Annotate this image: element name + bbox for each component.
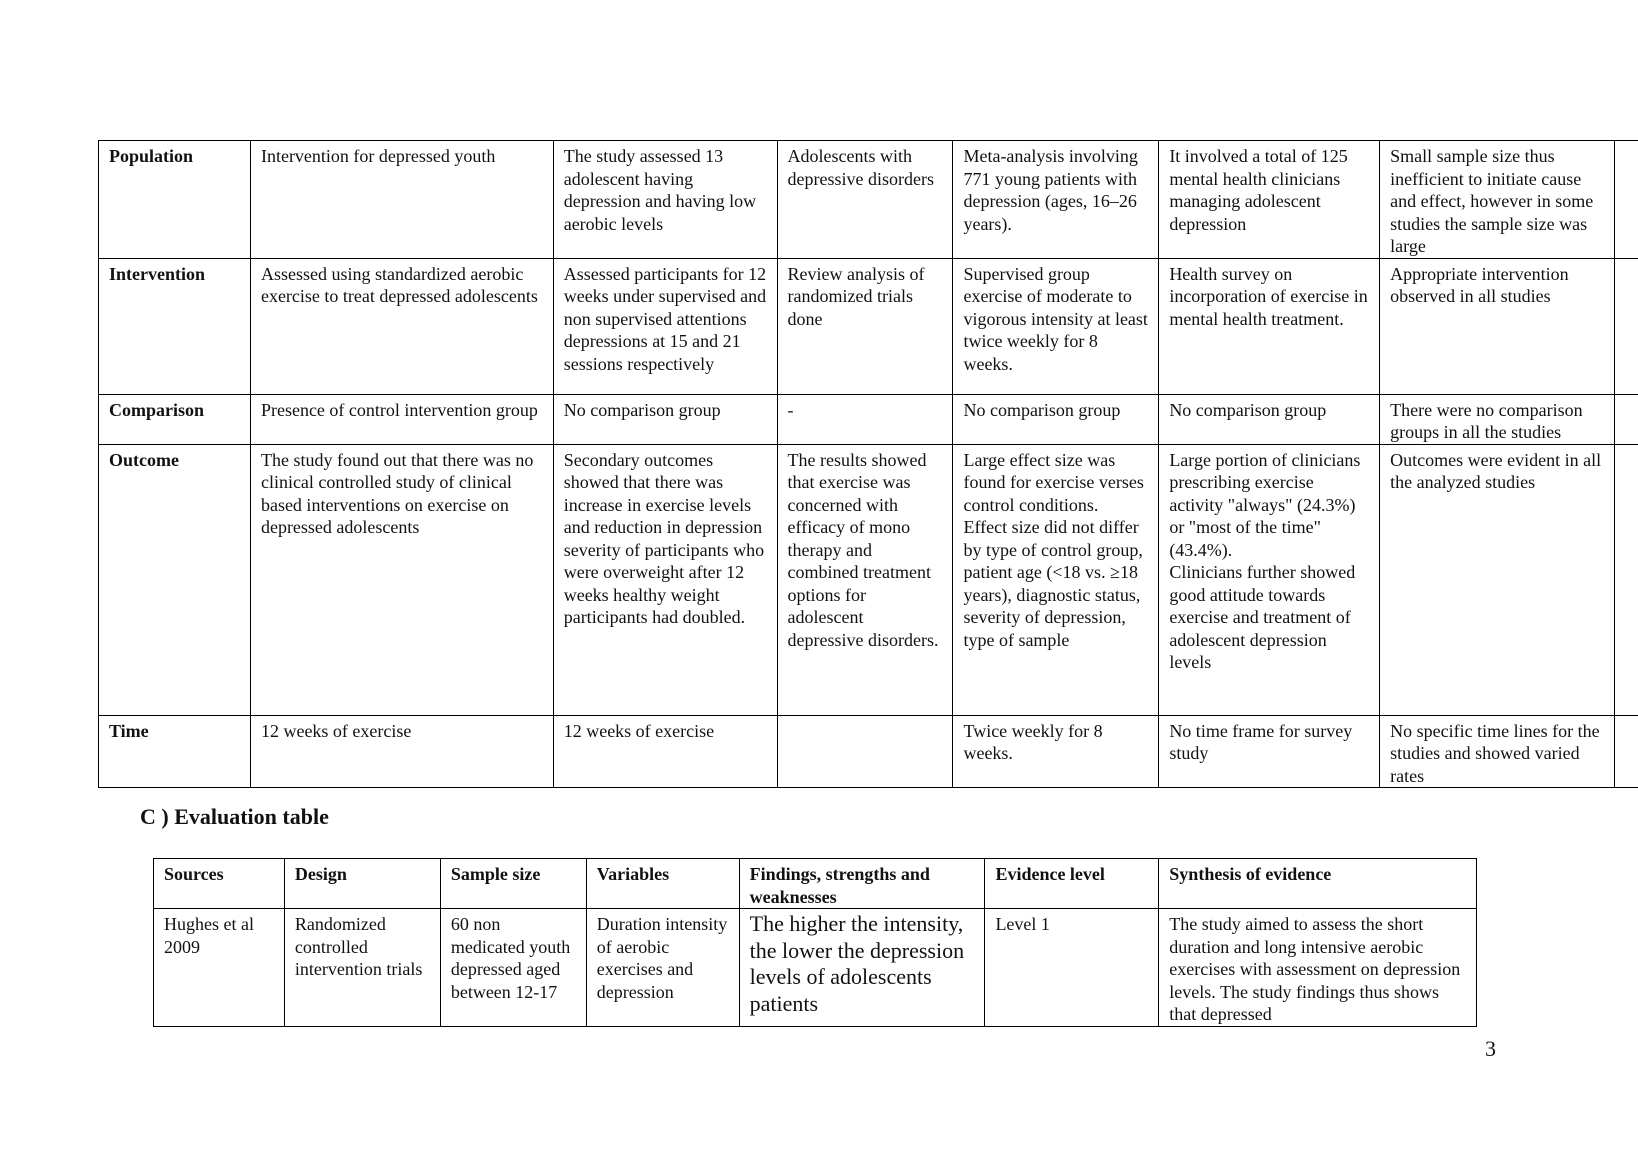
table-cell: Level 1 [985,909,1159,1027]
table-cell: 12 weeks of exercise [553,715,777,788]
table-cell: It involved a total of 125 mental health clinicians managing adolescent depression [1159,141,1380,259]
column-header: Sample size [440,859,586,909]
table-cell-empty [1615,258,1638,394]
table-cell: Randomized controlled intervention trials [284,909,440,1027]
table-cell: No comparison group [953,394,1159,444]
table-cell: - [777,394,953,444]
table-row [154,909,1477,1027]
table-cell: Presence of control intervention group [250,394,553,444]
table-row [99,444,1638,715]
section-heading: C ) Evaluation table [140,804,329,829]
table-cell: Large portion of clinicians prescribing exercise activity "always" (24.3%) or "most of the time" (43.4%). Clinicians further showed good attitude towards exercise and treatment of adolescent depression levels [1159,444,1380,715]
table-row [99,141,1638,259]
column-header: Sources [154,859,285,909]
column-header: Evidence level [985,859,1159,909]
table-cell: Twice weekly for 8 weeks. [953,715,1159,788]
column-header: Findings, strengths and weaknesses [739,859,985,909]
table-cell: 60 non medicated youth depressed aged between 12-17 [440,909,586,1027]
page-number: 3 [1485,1036,1496,1061]
column-header: Variables [586,859,739,909]
table-cell: The results showed that exercise was concerned with efficacy of mono therapy and combined treatment options for adolescent depressive disorders. [777,444,953,715]
row-label-outcome: Outcome [99,444,251,715]
table-cell: No specific time lines for the studies and showed varied rates [1380,715,1615,788]
table-cell: The study assessed 13 adolescent having depression and having low aerobic levels [553,141,777,259]
row-label-population: Population [99,141,251,259]
table-cell: Duration intensity of aerobic exercises and depression [586,909,739,1027]
table-cell: No comparison group [553,394,777,444]
pico-table [98,140,1638,788]
table-cell: Appropriate intervention observed in all studies [1380,258,1615,394]
table-cell: Hughes et al 2009 [154,909,285,1027]
table-row [99,258,1638,394]
table-cell: No comparison group [1159,394,1380,444]
table-cell: The study aimed to assess the short duration and long intensive aerobic exercises with assessment on depression levels. The study findings thus shows that depressed [1159,909,1477,1027]
table-cell: Assessed using standardized aerobic exercise to treat depressed adolescents [250,258,553,394]
table-row [99,394,1638,444]
table-cell: Large effect size was found for exercise verses control conditions. Effect size did not differ by type of control group, patient age (<18 vs. ≥18 years), diagnostic status, severity of depression, type of sample [953,444,1159,715]
table-cell: There were no comparison groups in all the studies [1380,394,1615,444]
table-cell: No time frame for survey study [1159,715,1380,788]
table-cell: Assessed participants for 12 weeks under supervised and non supervised attentions depressions at 15 and 21 sessions respectively [553,258,777,394]
row-label-time: Time [99,715,251,788]
table-cell: Small sample size thus inefficient to initiate cause and effect, however in some studies the sample size was large [1380,141,1615,259]
table-row [99,715,1638,788]
row-label-comparison: Comparison [99,394,251,444]
column-header: Design [284,859,440,909]
table-cell: Intervention for depressed youth [250,141,553,259]
table-cell-empty [1615,715,1638,788]
column-header: Synthesis of evidence [1159,859,1477,909]
table-header-row [154,859,1477,909]
row-label-intervention: Intervention [99,258,251,394]
table-cell [777,715,953,788]
table-cell: The higher the intensity, the lower the depression levels of adolescents patients [739,909,985,1027]
table-cell-empty [1615,394,1638,444]
table-cell: The study found out that there was no clinical controlled study of clinical based interventions on exercise on depressed adolescents [250,444,553,715]
table-cell: Outcomes were evident in all the analyzed studies [1380,444,1615,715]
table-cell-empty [1615,141,1638,259]
table-cell: 12 weeks of exercise [250,715,553,788]
table-cell: Secondary outcomes showed that there was increase in exercise levels and reduction in depression severity of participants who were overweight after 12 weeks healthy weight participants had doubled. [553,444,777,715]
table-cell: Review analysis of randomized trials done [777,258,953,394]
evaluation-table [153,858,1477,1027]
table-cell: Supervised group exercise of moderate to vigorous intensity at least twice weekly for 8 weeks. [953,258,1159,394]
table-cell: Meta-analysis involving 771 young patients with depression (ages, 16–26 years). [953,141,1159,259]
table-cell: Adolescents with depressive disorders [777,141,953,259]
table-cell: Health survey on incorporation of exercise in mental health treatment. [1159,258,1380,394]
table-cell-empty [1615,444,1638,715]
